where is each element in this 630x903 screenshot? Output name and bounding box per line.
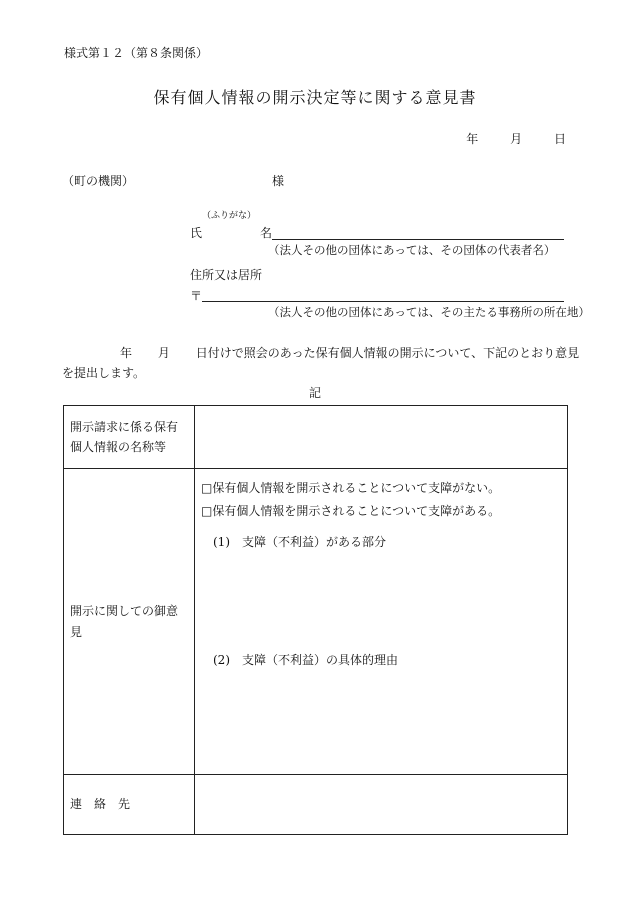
contact-cell[interactable] bbox=[195, 775, 568, 835]
date-year: 年 bbox=[466, 132, 479, 146]
name-label-first: 氏 bbox=[190, 226, 203, 240]
table-row bbox=[64, 406, 568, 469]
body-month: 月 bbox=[157, 346, 170, 360]
item-2-label: (2) 支障（不利益）の具体的理由 bbox=[213, 653, 398, 667]
addressee-honorific: 様 bbox=[272, 174, 285, 188]
info-name-label: 開示請求に係る保有個人情報の名称等 bbox=[64, 406, 195, 469]
date-month: 月 bbox=[510, 132, 523, 146]
opinion-table bbox=[63, 405, 568, 835]
form-number: 様式第１２（第８条関係） bbox=[64, 46, 209, 60]
info-name-cell[interactable] bbox=[195, 406, 568, 469]
contact-label: 連 絡 先 bbox=[64, 775, 195, 835]
body-paragraph-line2: を提出します。 bbox=[62, 366, 146, 380]
name-note: （法人その他の団体にあっては、その団体の代表者名） bbox=[268, 243, 556, 257]
table-row bbox=[64, 775, 568, 835]
page-title: 保有個人情報の開示決定等に関する意見書 bbox=[153, 88, 477, 107]
item-1-label: (1) 支障（不利益）がある部分 bbox=[213, 535, 386, 549]
body-paragraph-line1 bbox=[120, 346, 579, 362]
name-label-second: 名 bbox=[260, 226, 273, 240]
option-issue[interactable]: □保有個人情報を開示されることについて支障がある。 bbox=[201, 504, 501, 518]
body-year: 年 bbox=[120, 346, 133, 360]
date-day: 日 bbox=[553, 132, 566, 146]
address-note: （法人その他の団体にあっては、その主たる事務所の所在地） bbox=[268, 305, 590, 319]
opinion-label: 開示に関しての御意見 bbox=[64, 469, 195, 775]
body-text-1: 日付けで照会のあった保有個人情報の開示について、下記のとおり意見 bbox=[195, 346, 580, 360]
addressee-agency: （町の機関） bbox=[62, 174, 135, 188]
furigana-label: （ふりがな） bbox=[202, 211, 257, 221]
date-line bbox=[462, 132, 566, 148]
ki-heading: 記 bbox=[308, 386, 321, 400]
option-no-issue[interactable]: □保有個人情報を開示されることについて支障がない。 bbox=[201, 481, 501, 495]
name-field-line[interactable] bbox=[272, 239, 564, 240]
address-field-line[interactable] bbox=[202, 301, 564, 302]
address-label: 住所又は居所 bbox=[190, 268, 263, 282]
postal-mark: 〒 bbox=[190, 289, 203, 303]
opinion-cell[interactable] bbox=[195, 469, 568, 775]
table-row bbox=[64, 469, 568, 775]
